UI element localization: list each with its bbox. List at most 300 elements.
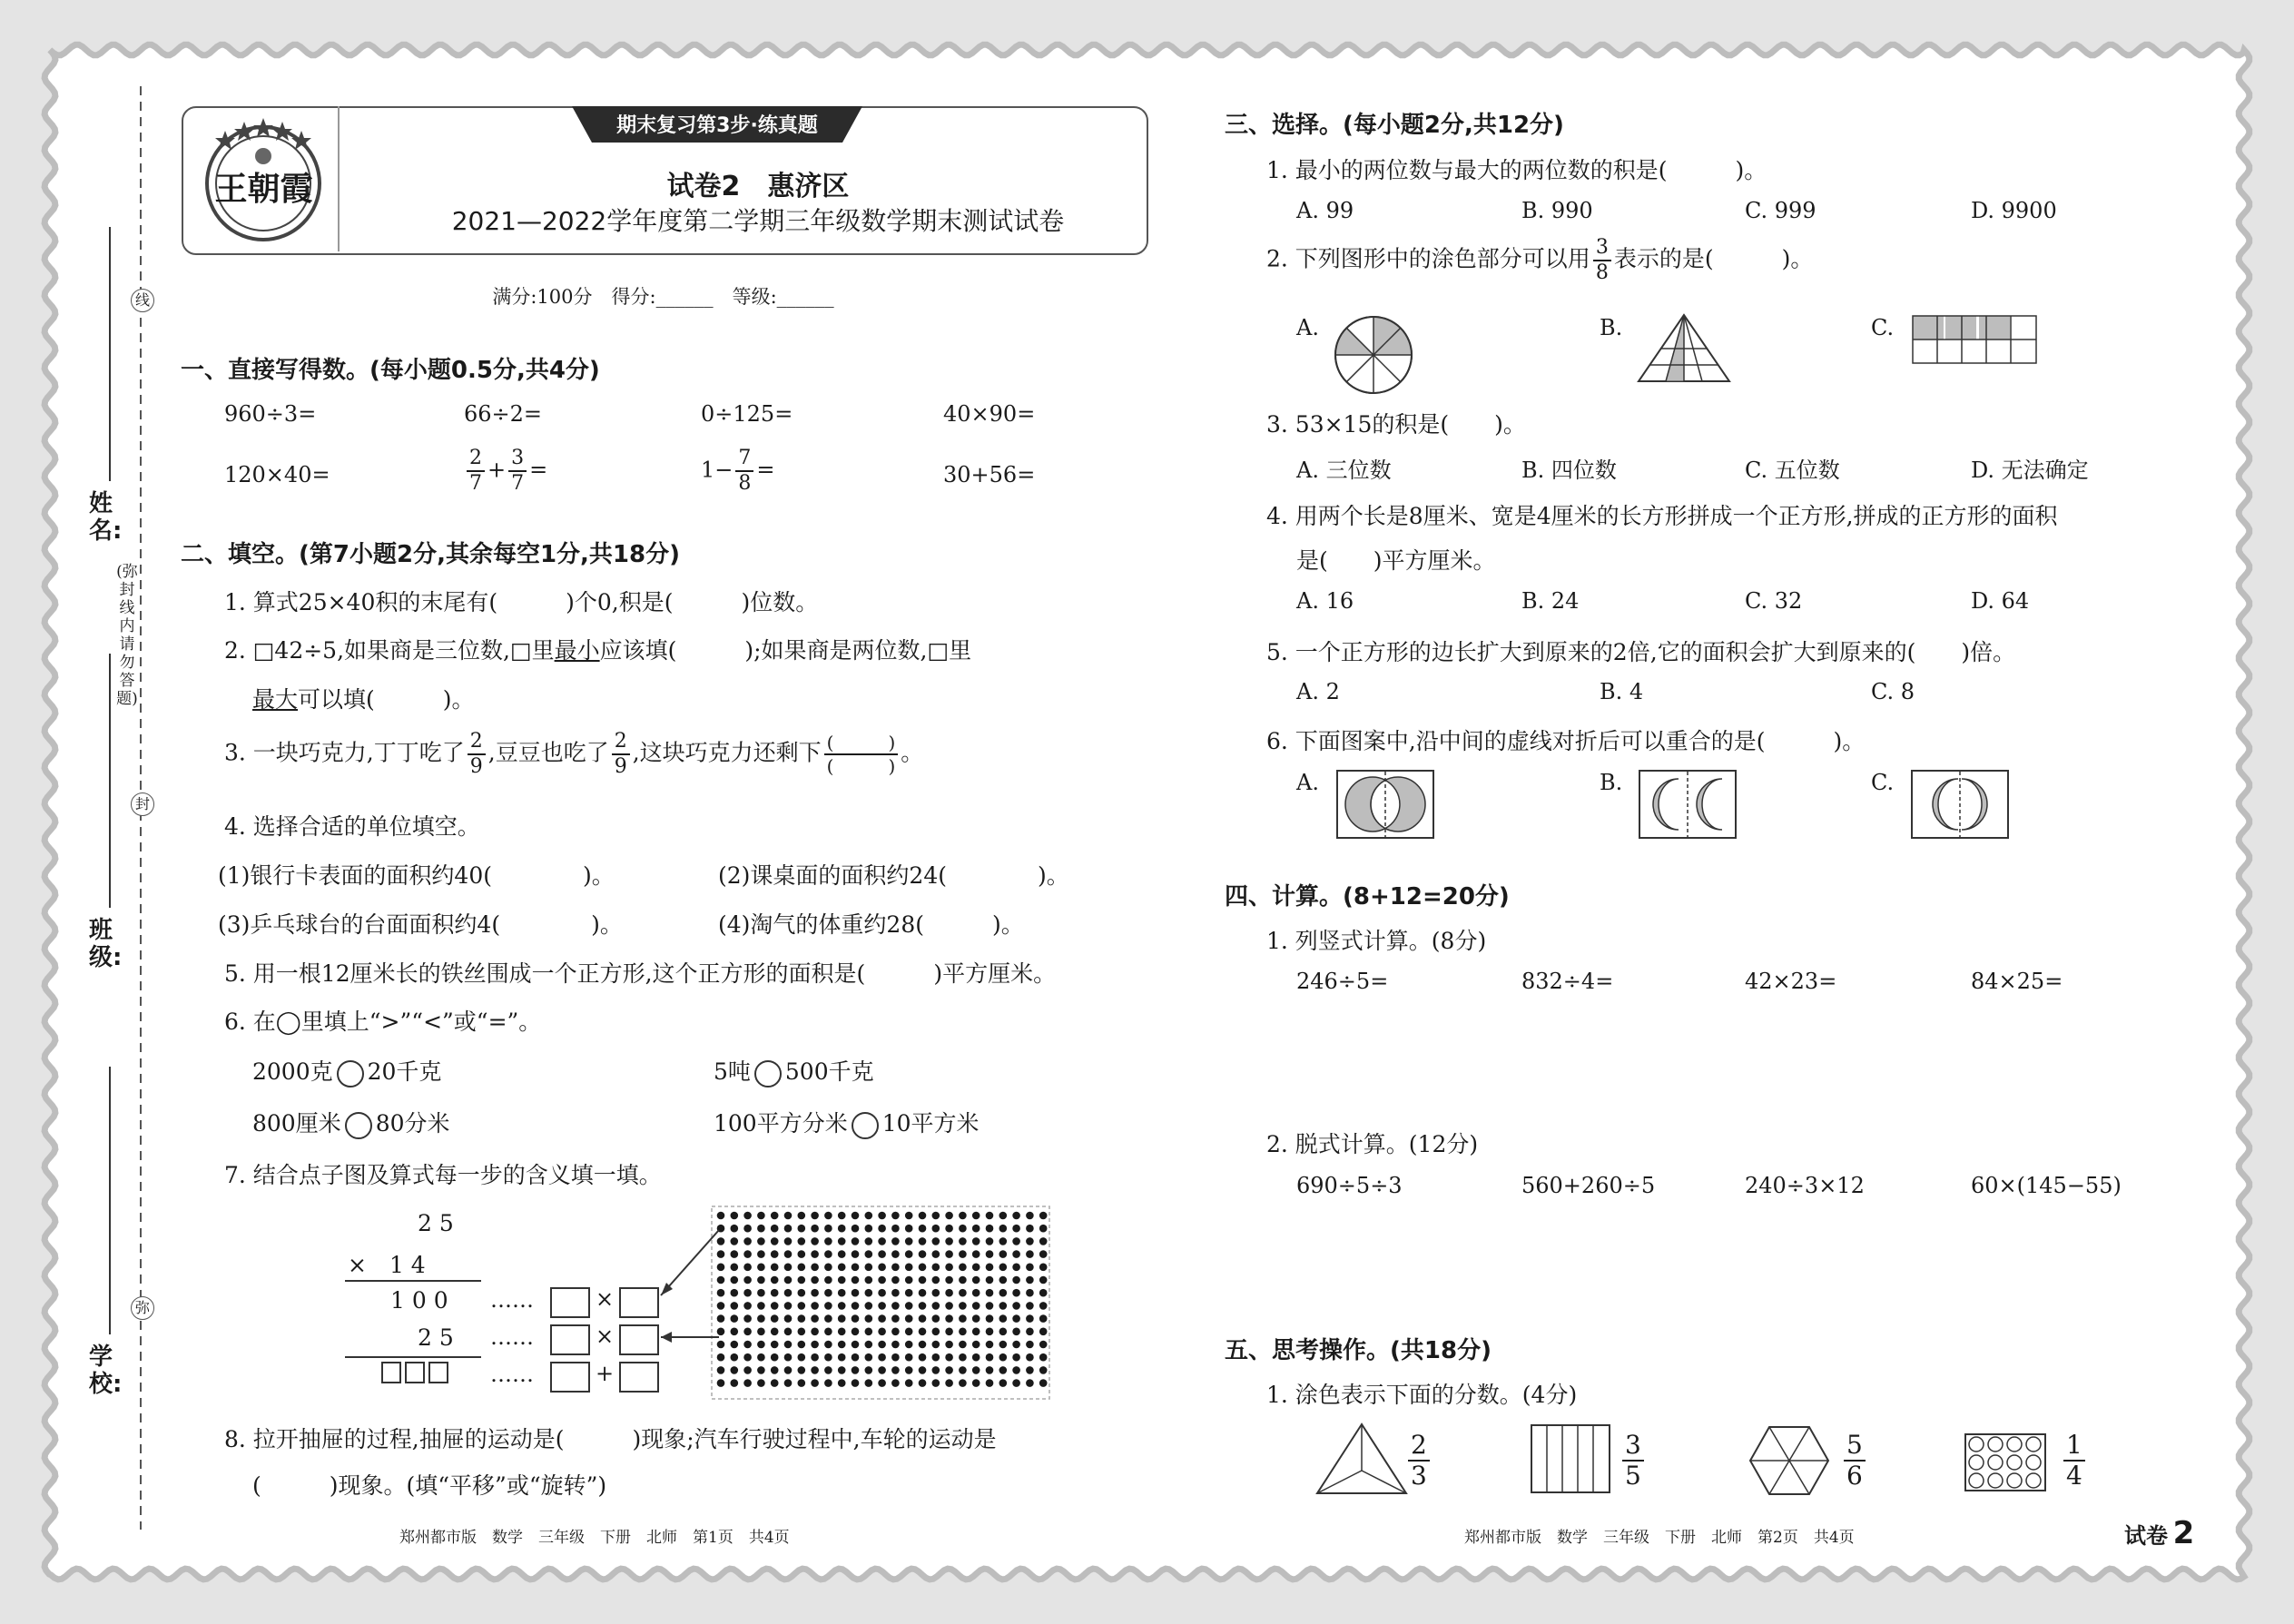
answer-box[interactable] bbox=[550, 1287, 590, 1318]
dot bbox=[972, 1264, 980, 1272]
grid-circle[interactable] bbox=[1988, 1437, 2003, 1452]
option[interactable]: A. 三位数 bbox=[1296, 458, 1392, 483]
calc-item: 560+260÷5 bbox=[1521, 1173, 1656, 1198]
dot bbox=[959, 1264, 967, 1272]
dot bbox=[919, 1341, 927, 1349]
dot bbox=[798, 1264, 806, 1272]
dot bbox=[757, 1276, 765, 1284]
dot bbox=[798, 1237, 806, 1245]
class-field[interactable] bbox=[109, 654, 111, 908]
calc-item: 84×25= bbox=[1971, 969, 2063, 994]
dot bbox=[838, 1379, 846, 1387]
option[interactable]: A. 2 bbox=[1296, 679, 1340, 704]
dot bbox=[824, 1276, 832, 1284]
p3-q2: 2. 下列图形中的涂色部分可以用 $\frac{3}{8}$ 表示的是( )。 bbox=[1266, 236, 1814, 284]
dot bbox=[717, 1379, 725, 1387]
dot bbox=[945, 1212, 953, 1220]
answer-box-row: × bbox=[550, 1286, 659, 1318]
dot bbox=[972, 1353, 980, 1362]
name-field[interactable] bbox=[109, 227, 111, 481]
dot bbox=[878, 1314, 886, 1323]
dot bbox=[999, 1289, 1008, 1297]
dot bbox=[932, 1366, 940, 1374]
calc-partial-1: 1 0 0 bbox=[390, 1287, 448, 1314]
name-label: 姓名: bbox=[89, 490, 123, 545]
dot bbox=[919, 1212, 927, 1220]
option[interactable]: C. 32 bbox=[1745, 588, 1803, 614]
dot bbox=[919, 1328, 927, 1336]
dot bbox=[784, 1341, 793, 1349]
dot bbox=[757, 1341, 765, 1349]
dot bbox=[905, 1302, 913, 1310]
dot bbox=[771, 1341, 779, 1349]
dot bbox=[798, 1379, 806, 1387]
dot bbox=[999, 1328, 1008, 1336]
answer-box-row: × bbox=[550, 1324, 659, 1355]
dot bbox=[919, 1250, 927, 1258]
dot bbox=[1039, 1212, 1048, 1220]
dot bbox=[811, 1366, 819, 1374]
dot bbox=[945, 1276, 953, 1284]
dot bbox=[838, 1250, 846, 1258]
fraction-label: $\frac{1}{4}$ bbox=[2061, 1432, 2088, 1489]
dot bbox=[972, 1212, 980, 1220]
dot bbox=[1012, 1212, 1020, 1220]
dot bbox=[731, 1276, 739, 1284]
dot bbox=[838, 1212, 846, 1220]
p2-q5: 5. 用一根12厘米长的铁丝围成一个正方形,这个正方形的面积是( )平方厘米。 bbox=[224, 960, 1057, 987]
dot bbox=[743, 1264, 752, 1272]
dot bbox=[811, 1328, 819, 1336]
p5-q1: 1. 涂色表示下面的分数。(4分) bbox=[1266, 1382, 1578, 1408]
dot bbox=[891, 1328, 900, 1336]
circle-grid-shape[interactable] bbox=[1964, 1432, 2047, 1492]
dot bbox=[999, 1225, 1008, 1233]
dot bbox=[986, 1366, 994, 1374]
dot bbox=[972, 1341, 980, 1349]
dot bbox=[865, 1250, 873, 1258]
dot bbox=[798, 1353, 806, 1362]
dot bbox=[838, 1302, 846, 1310]
dot bbox=[838, 1328, 846, 1336]
dot bbox=[838, 1314, 846, 1323]
dot bbox=[1026, 1366, 1034, 1374]
p2-q6-item: 5吨 500千克 bbox=[714, 1054, 874, 1088]
dot bbox=[959, 1341, 967, 1349]
triangle-figure bbox=[1634, 312, 1734, 385]
dot bbox=[743, 1250, 752, 1258]
school-field[interactable] bbox=[109, 1067, 111, 1334]
p2-q6-item: 2000克 20千克 bbox=[252, 1054, 441, 1088]
dot bbox=[784, 1379, 793, 1387]
dot bbox=[891, 1212, 900, 1220]
dot bbox=[891, 1353, 900, 1362]
dot bbox=[1026, 1237, 1034, 1245]
option[interactable]: A. 16 bbox=[1296, 588, 1354, 614]
dot bbox=[784, 1225, 793, 1233]
dot bbox=[932, 1276, 940, 1284]
dot bbox=[1012, 1264, 1020, 1272]
dot bbox=[865, 1302, 873, 1310]
grid-circle[interactable] bbox=[1969, 1455, 1984, 1470]
dot bbox=[838, 1276, 846, 1284]
grid-circle[interactable] bbox=[2007, 1455, 2022, 1470]
option[interactable]: C. 8 bbox=[1871, 679, 1915, 704]
option[interactable]: B. 四位数 bbox=[1521, 458, 1617, 483]
dot bbox=[865, 1314, 873, 1323]
compare-circle[interactable] bbox=[754, 1060, 782, 1088]
binding-notice: (弥封线内请勿答题) bbox=[116, 563, 138, 708]
dot bbox=[865, 1212, 873, 1220]
dot bbox=[999, 1379, 1008, 1387]
dot bbox=[959, 1302, 967, 1310]
dot bbox=[878, 1289, 886, 1297]
dot bbox=[972, 1379, 980, 1387]
option[interactable]: C. 五位数 bbox=[1745, 458, 1840, 483]
dot bbox=[731, 1225, 739, 1233]
dot bbox=[986, 1212, 994, 1220]
dot bbox=[1039, 1289, 1048, 1297]
dot bbox=[784, 1264, 793, 1272]
dot bbox=[717, 1276, 725, 1284]
option[interactable]: B. 990 bbox=[1521, 198, 1593, 223]
dot bbox=[999, 1264, 1008, 1272]
dot bbox=[838, 1264, 846, 1272]
option[interactable]: A. bbox=[1296, 315, 1319, 340]
dot bbox=[878, 1302, 886, 1310]
dot bbox=[852, 1289, 860, 1297]
dot bbox=[757, 1289, 765, 1297]
dot bbox=[1012, 1250, 1020, 1258]
dot bbox=[891, 1314, 900, 1323]
dot bbox=[865, 1379, 873, 1387]
calc-result-boxes[interactable] bbox=[379, 1362, 450, 1383]
dot bbox=[986, 1264, 994, 1272]
dot bbox=[945, 1366, 953, 1374]
dot bbox=[878, 1225, 886, 1233]
p1-item: 960÷3= bbox=[224, 401, 317, 427]
dot bbox=[1026, 1314, 1034, 1323]
calc-partial-2: 2 5 bbox=[418, 1324, 454, 1351]
dot bbox=[717, 1366, 725, 1374]
dot bbox=[798, 1276, 806, 1284]
dot bbox=[771, 1353, 779, 1362]
dot bbox=[771, 1366, 779, 1374]
hexagon-shape[interactable] bbox=[1748, 1425, 1830, 1496]
dot bbox=[824, 1341, 832, 1349]
option[interactable]: B. bbox=[1600, 315, 1623, 340]
dot bbox=[743, 1353, 752, 1362]
p2-q4: 4. 选择合适的单位填空。 bbox=[224, 813, 480, 840]
dot bbox=[919, 1379, 927, 1387]
dot bbox=[798, 1314, 806, 1323]
dot bbox=[891, 1250, 900, 1258]
dot bbox=[771, 1212, 779, 1220]
dot bbox=[731, 1328, 739, 1336]
dot bbox=[905, 1353, 913, 1362]
dot bbox=[1039, 1314, 1048, 1323]
option[interactable]: A. bbox=[1296, 770, 1319, 795]
dot bbox=[1026, 1212, 1034, 1220]
dot bbox=[932, 1314, 940, 1323]
fold-pattern-c bbox=[1911, 770, 2009, 839]
option[interactable]: C. bbox=[1871, 315, 1895, 340]
option[interactable]: A. 99 bbox=[1296, 198, 1354, 223]
dot bbox=[1012, 1379, 1020, 1387]
calc-item: 42×23= bbox=[1745, 969, 1837, 994]
grid-circle[interactable] bbox=[2007, 1437, 2022, 1452]
dot bbox=[905, 1250, 913, 1258]
dot bbox=[1026, 1341, 1034, 1349]
dot bbox=[852, 1276, 860, 1284]
dot bbox=[717, 1302, 725, 1310]
dot bbox=[757, 1366, 765, 1374]
dot bbox=[731, 1379, 739, 1387]
fraction-label: $\frac{3}{5}$ bbox=[1620, 1432, 1647, 1489]
dot bbox=[784, 1302, 793, 1310]
dot bbox=[743, 1366, 752, 1374]
dot bbox=[878, 1264, 886, 1272]
dot bbox=[891, 1302, 900, 1310]
dot bbox=[865, 1225, 873, 1233]
grid-rect-figure bbox=[1911, 314, 2038, 365]
dot bbox=[919, 1366, 927, 1374]
grid-circle[interactable] bbox=[1988, 1455, 2003, 1470]
part2-title: 二、填空。(第7小题2分,其余每空1分,共18分) bbox=[181, 541, 680, 568]
fraction-label: $\frac{2}{3}$ bbox=[1405, 1432, 1433, 1489]
p1-item: 40×90= bbox=[943, 401, 1036, 427]
part1-title: 一、直接写得数。(每小题0.5分,共4分) bbox=[181, 357, 600, 384]
fold-pattern-a bbox=[1336, 770, 1434, 839]
grid-circle[interactable] bbox=[2007, 1473, 2022, 1488]
dot bbox=[757, 1328, 765, 1336]
dot bbox=[1026, 1264, 1034, 1272]
dot bbox=[771, 1302, 779, 1310]
dot bbox=[959, 1328, 967, 1336]
dot bbox=[865, 1264, 873, 1272]
dot bbox=[865, 1341, 873, 1349]
dot bbox=[945, 1341, 953, 1349]
dot bbox=[757, 1379, 765, 1387]
dot bbox=[771, 1264, 779, 1272]
dot bbox=[1012, 1302, 1020, 1310]
dot bbox=[731, 1302, 739, 1310]
dot bbox=[1039, 1225, 1048, 1233]
dot bbox=[731, 1212, 739, 1220]
dot bbox=[757, 1353, 765, 1362]
dot bbox=[1026, 1302, 1034, 1310]
dot bbox=[852, 1212, 860, 1220]
dot bbox=[757, 1264, 765, 1272]
calc-item: 60×(145−55) bbox=[1971, 1173, 2122, 1198]
dot bbox=[811, 1314, 819, 1323]
dot bbox=[717, 1353, 725, 1362]
dot bbox=[798, 1302, 806, 1310]
dot bbox=[717, 1237, 725, 1245]
dot bbox=[838, 1366, 846, 1374]
dot bbox=[878, 1212, 886, 1220]
dot bbox=[932, 1212, 940, 1220]
dot bbox=[824, 1379, 832, 1387]
dot bbox=[945, 1379, 953, 1387]
p2-q8-line2: ( )现象。(填“平移”或“旋转”) bbox=[252, 1472, 607, 1499]
p2-q2-line1: 2. □42÷5,如果商是三位数,□里最小应该填( );如果商是两位数,□里 bbox=[224, 637, 972, 664]
p2-q6: 6. 在◯里填上“>”“<”或“=”。 bbox=[224, 1009, 542, 1035]
dot bbox=[852, 1353, 860, 1362]
dot bbox=[919, 1237, 927, 1245]
grid-circle[interactable] bbox=[1988, 1473, 2003, 1488]
dense-mark: 弥 bbox=[131, 1296, 154, 1320]
dot bbox=[986, 1250, 994, 1258]
dot bbox=[972, 1225, 980, 1233]
dot bbox=[959, 1276, 967, 1284]
dot bbox=[986, 1225, 994, 1233]
dot bbox=[1039, 1366, 1048, 1374]
dot bbox=[919, 1314, 927, 1323]
dot bbox=[878, 1276, 886, 1284]
dot bbox=[731, 1366, 739, 1374]
dot bbox=[1026, 1276, 1034, 1284]
dot bbox=[824, 1302, 832, 1310]
dot bbox=[905, 1264, 913, 1272]
dot bbox=[717, 1212, 725, 1220]
dot bbox=[986, 1379, 994, 1387]
dot bbox=[838, 1341, 846, 1349]
dot bbox=[1039, 1341, 1048, 1349]
answer-box-row: + bbox=[550, 1361, 659, 1393]
option[interactable]: C. 999 bbox=[1745, 198, 1816, 223]
dot bbox=[784, 1314, 793, 1323]
circle-sectors-figure bbox=[1333, 314, 1414, 396]
dot bbox=[999, 1302, 1008, 1310]
dot bbox=[784, 1237, 793, 1245]
dot bbox=[1012, 1353, 1020, 1362]
option[interactable]: D. 无法确定 bbox=[1971, 458, 2089, 483]
grid-circle[interactable] bbox=[1969, 1437, 1984, 1452]
p2-q3: 3. 一块巧克力,丁丁吃了 $\frac{2}{9}$ ,豆豆也吃了 $\frac{2}{9}$ ,这块巧克力还剩下 $\frac{( )}{( )}$ 。 bbox=[224, 730, 924, 778]
dot bbox=[824, 1250, 832, 1258]
dot bbox=[743, 1276, 752, 1284]
grid-circle[interactable] bbox=[2026, 1437, 2041, 1452]
dot bbox=[972, 1250, 980, 1258]
p2-q6-item: 100平方分米 10平方米 bbox=[714, 1106, 980, 1139]
dot bbox=[743, 1379, 752, 1387]
dot bbox=[932, 1225, 940, 1233]
exam-tag: 试卷 2 bbox=[2124, 1515, 2195, 1551]
grid-circle[interactable] bbox=[1969, 1473, 1984, 1488]
dot bbox=[905, 1237, 913, 1245]
dot bbox=[757, 1212, 765, 1220]
dot bbox=[784, 1328, 793, 1336]
dot bbox=[919, 1225, 927, 1233]
dot bbox=[838, 1225, 846, 1233]
dot bbox=[1012, 1237, 1020, 1245]
grid-circle[interactable] bbox=[2026, 1473, 2041, 1488]
answer-box[interactable] bbox=[550, 1324, 590, 1355]
option[interactable]: B. 4 bbox=[1600, 679, 1644, 704]
exam-subtitle: 2021—2022学年度第二学期三年级数学期末测试试卷 bbox=[451, 206, 1065, 236]
calc-item: 246÷5= bbox=[1296, 969, 1389, 994]
dot bbox=[798, 1341, 806, 1349]
exam-title: 试卷2 惠济区 bbox=[666, 171, 850, 202]
dot bbox=[824, 1353, 832, 1362]
dot bbox=[999, 1366, 1008, 1374]
dot bbox=[999, 1276, 1008, 1284]
dot bbox=[852, 1225, 860, 1233]
dot bbox=[878, 1353, 886, 1362]
dot bbox=[717, 1314, 725, 1323]
option[interactable]: C. bbox=[1871, 770, 1895, 795]
dot bbox=[731, 1250, 739, 1258]
dot bbox=[932, 1289, 940, 1297]
p3-q6: 6. 下面图案中,沿中间的虚线对折后可以重合的是( )。 bbox=[1266, 728, 1866, 754]
dot bbox=[865, 1289, 873, 1297]
dot bbox=[811, 1276, 819, 1284]
dot bbox=[905, 1212, 913, 1220]
compare-circle[interactable] bbox=[345, 1112, 372, 1139]
dot bbox=[891, 1341, 900, 1349]
dot bbox=[865, 1366, 873, 1374]
fold-pattern-b bbox=[1639, 770, 1737, 839]
compare-circle[interactable] bbox=[337, 1060, 364, 1088]
dot bbox=[852, 1264, 860, 1272]
dot bbox=[1026, 1250, 1034, 1258]
calc-rule bbox=[345, 1356, 481, 1358]
dot bbox=[852, 1328, 860, 1336]
option[interactable]: B. bbox=[1600, 770, 1623, 795]
answer-box[interactable] bbox=[550, 1362, 590, 1393]
p2-q7: 7. 结合点子图及算式每一步的含义填一填。 bbox=[224, 1162, 662, 1188]
dot bbox=[986, 1328, 994, 1336]
dot bbox=[717, 1289, 725, 1297]
p2-q6-item: 800厘米 80分米 bbox=[252, 1106, 450, 1139]
dot bbox=[1039, 1250, 1048, 1258]
dot bbox=[945, 1328, 953, 1336]
dot bbox=[919, 1264, 927, 1272]
dot bbox=[972, 1237, 980, 1245]
option[interactable]: B. 24 bbox=[1521, 588, 1580, 614]
dot bbox=[945, 1250, 953, 1258]
dot bbox=[784, 1366, 793, 1374]
option[interactable]: D. 64 bbox=[1971, 588, 2030, 614]
dot bbox=[986, 1302, 994, 1310]
p2-q2-line2: 最大可以填( )。 bbox=[252, 686, 475, 713]
dot bbox=[731, 1289, 739, 1297]
dot bbox=[959, 1314, 967, 1323]
triangle-shape[interactable] bbox=[1314, 1422, 1409, 1496]
calc-dots: …… bbox=[490, 1324, 534, 1350]
dot bbox=[878, 1328, 886, 1336]
compare-circle[interactable] bbox=[852, 1112, 879, 1139]
p4-q2: 2. 脱式计算。(12分) bbox=[1266, 1131, 1479, 1157]
dot bbox=[824, 1264, 832, 1272]
dot bbox=[771, 1225, 779, 1233]
dot bbox=[811, 1289, 819, 1297]
dot bbox=[743, 1225, 752, 1233]
dot bbox=[959, 1353, 967, 1362]
dot bbox=[905, 1328, 913, 1336]
dot bbox=[1026, 1353, 1034, 1362]
class-label: 班级: bbox=[89, 917, 123, 971]
dot bbox=[743, 1237, 752, 1245]
option[interactable]: D. 9900 bbox=[1971, 198, 2057, 223]
grid-circle[interactable] bbox=[2026, 1455, 2041, 1470]
dot bbox=[852, 1366, 860, 1374]
dot bbox=[1039, 1264, 1048, 1272]
striped-rect-shape[interactable] bbox=[1530, 1423, 1611, 1494]
dot bbox=[1012, 1225, 1020, 1233]
p1-item: 30+56= bbox=[943, 462, 1036, 487]
